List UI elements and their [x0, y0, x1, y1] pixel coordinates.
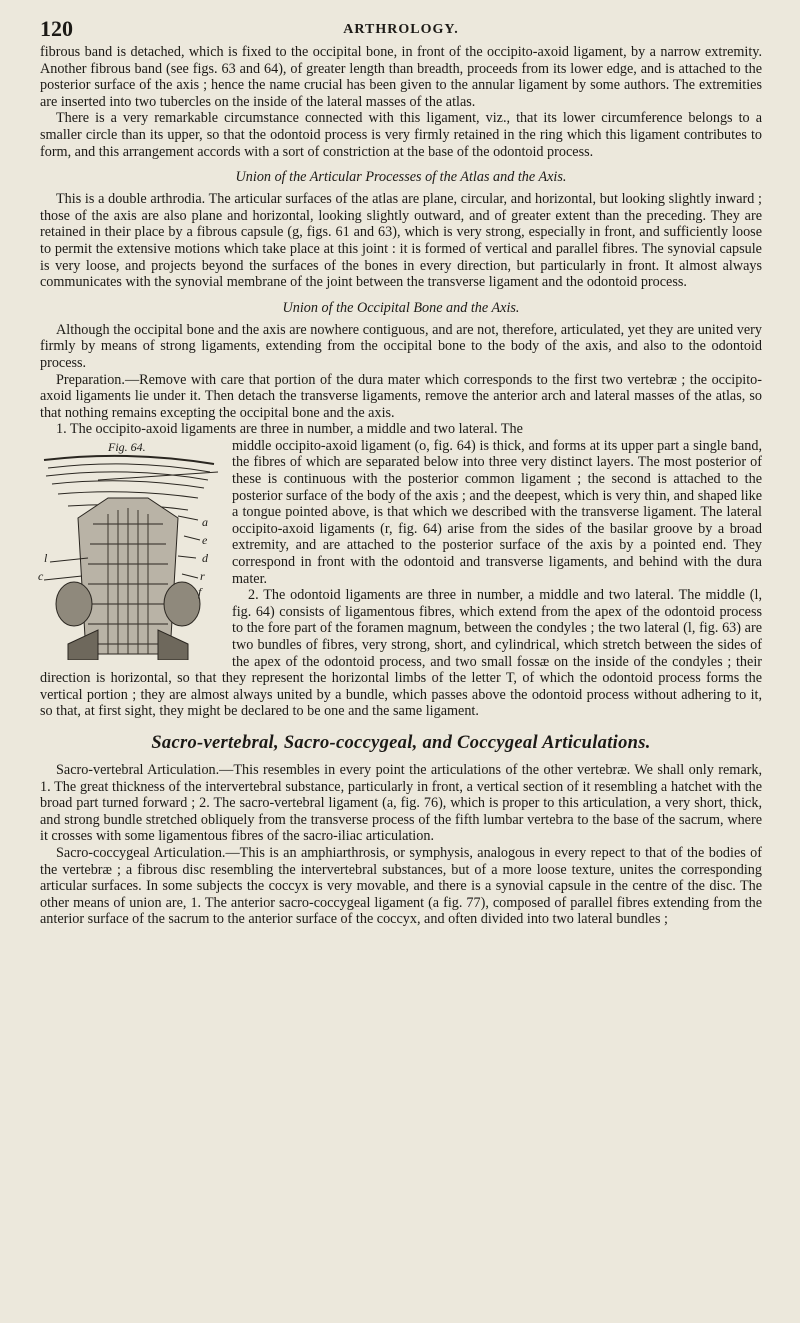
- section-heading-occipital-axis: Union of the Occipital Bone and the Axis.: [282, 299, 520, 316]
- figure-letter-r: r: [200, 568, 205, 583]
- paragraph-sacro-coccygeal: Sacro-coccygeal Articulation.—This is an amphiarthrosis, or symphysis, analogous in every repect to that of the bodies of the vertebræ ; a fibrous disc resembling the intervertebral substances, but of a more loose texture, unites the corresponding articular surfaces. In some subjects the coccyx is very movable, and there is a synovial capsule in the centre of the disc. The other means of union are, 1. The anterior sacro-coccygeal ligament (a fig. 77), composed of parallel fibres extending from the anterior surface of the sacrum to the anterior surface of the coccyx, and often divided into two lateral bundles ;: [40, 844, 762, 928]
- paragraph-occipito-axoid-start: 1. The occipito-axoid ligaments are three in number, a middle and two lateral. The: [56, 421, 523, 438]
- paragraph-occipito-axoid-rest: middle occipito-axoid ligament (o, fig. 64) is thick, and forms at its upper part a single band, the fibres of which are separated below into three very distinct layers. The most posterior of these is continuous with the posterior common ligament ; the second is attached to the posterior surface of the body of the axis ; and the deepest, which is very thin, and shaped like a tongue pointed above, is that which we described with the transverse ligament. The lateral occipito-axoid ligaments (r, fig. 64) arise from the sides of the basilar groove by a broad extremity, and are attached to the posterior surface of the axis by a pointed end. They correspond in front with the odontoid and transverse ligaments, and behind with the dura mater.: [232, 437, 762, 587]
- figure-letter-e: e: [202, 532, 208, 547]
- page-header: [40, 14, 762, 44]
- figure-64: [38, 440, 224, 662]
- paragraph-occipital-axis-1: Although the occipital bone and the axis are nowhere contiguous, and are not, therefore, articulated, yet they are united very firmly by means of strong ligaments, extending from the occipital bone to the body of the axis, and also to the odontoid process.: [40, 321, 762, 371]
- paragraph-intro-1: fibrous band is detached, which is fixed to the occipital bone, in front of the occipito-axoid ligament, by a narrow extremity. Another fibrous band (see figs. 63 and 64), of greater length than breadth, proceeds from its lower edge, and is attached to the posterior surface of the axis ; hence the name crucial has been given to the annular ligament by some authors. The extremities are inserted into two tubercles on the inside of the lateral masses of the atlas.: [40, 44, 762, 110]
- paragraph-sacro-vertebral: Sacro-vertebral Articulation.—This resembles in every point the articulations of the other vertebræ. We shall only remark, 1. The great thickness of the intervertebral substance, particularly in front, a vertical section of it resembling a hatchet with the broad part turned forward ; 2. The sacro-vertebral ligament (a, fig. 76), which is proper to this articulation, a very short, thick, and strong bundle stretched obliquely from the transverse process of the fifth lumbar vertebra to the base of the sacrum, where it crosses with some ligamentous fibres of the sacro-iliac articulation.: [40, 761, 762, 845]
- section-heading-atlas-axis: Union of the Articular Processes of the Atlas and the Axis.: [235, 169, 567, 186]
- running-title: ARTHROLOGY.: [343, 22, 459, 37]
- chapter-heading-sacral: Sacro-vertebral, Sacro-coccygeal, and Coccygeal Articulations.: [151, 732, 651, 753]
- figure-label: Fig. 64.: [108, 439, 146, 454]
- paragraph-odontoid: 2. The odontoid ligaments are three in number, a middle and two lateral. The middle (l, fig. 64) consists of ligamentous fibres, which extend from the apex of the odontoid process to the fore part of the foramen magnum, between the condyles ; the two lateral (l, fig. 63) are two bundles of fibres, very strong, short, and cylindrical, which stretch between the sides of the apex of the odontoid process, and two small fossæ on the inside of the condyles ; their direction is horizontal, so that they represent the horizontal limbs of the letter T, of which the odontoid process forms the vertical portion ; they are almost always united by a bundle, which passes above the odontoid process without adhering to it, so that, at first sight, they might be declared to be one and the same ligament.: [40, 587, 762, 720]
- figure-letter-l: l: [44, 550, 48, 565]
- paragraph-intro-2: There is a very remarkable circumstance connected with this ligament, viz., that its lower circumference belongs to a smaller circle than its upper, so that the odontoid process is very firmly retained in the ring which this ligament contributes to form, and this arrangement accords with a sort of constriction at the base of the odontoid process.: [40, 110, 762, 160]
- paragraph-atlas-axis: This is a double arthrodia. The articular surfaces of the atlas are plane, circular, and horizontal, but looking slightly inward ; those of the axis are also plane and horizontal, looking slightly outward, and of greater extent than the preceding. They are retained in their place by a fibrous capsule (g, figs. 61 and 63), which is very strong, especially in front, and sufficiently loose to permit the extensive motions which take place at this joint : it is formed of vertical and parallel fibres. The synovial capsule is very loose, and projects beyond the surfaces of the bones in every direction, but particularly in front. It almost always communicates with the synovial membrane of the joint between the transverse ligament and the odontoid process.: [40, 191, 762, 291]
- figure-letter-f: f: [198, 584, 202, 599]
- figure-letter-d: d: [202, 550, 208, 565]
- paragraph-preparation: Preparation.—Remove with care that portion of the dura mater which corresponds to the first two vertebræ ; the occipito-axoid ligaments lie under it. Then detach the transverse ligaments, remove the anterior arch and lateral masses of the atlas, so that nothing remains excepting the occipital bone and the axis.: [40, 371, 762, 421]
- figure-letter-a: a: [202, 514, 208, 529]
- ligament-illustration: [38, 454, 224, 660]
- page-number: 120: [40, 16, 73, 41]
- figure-letter-c: c: [38, 568, 44, 583]
